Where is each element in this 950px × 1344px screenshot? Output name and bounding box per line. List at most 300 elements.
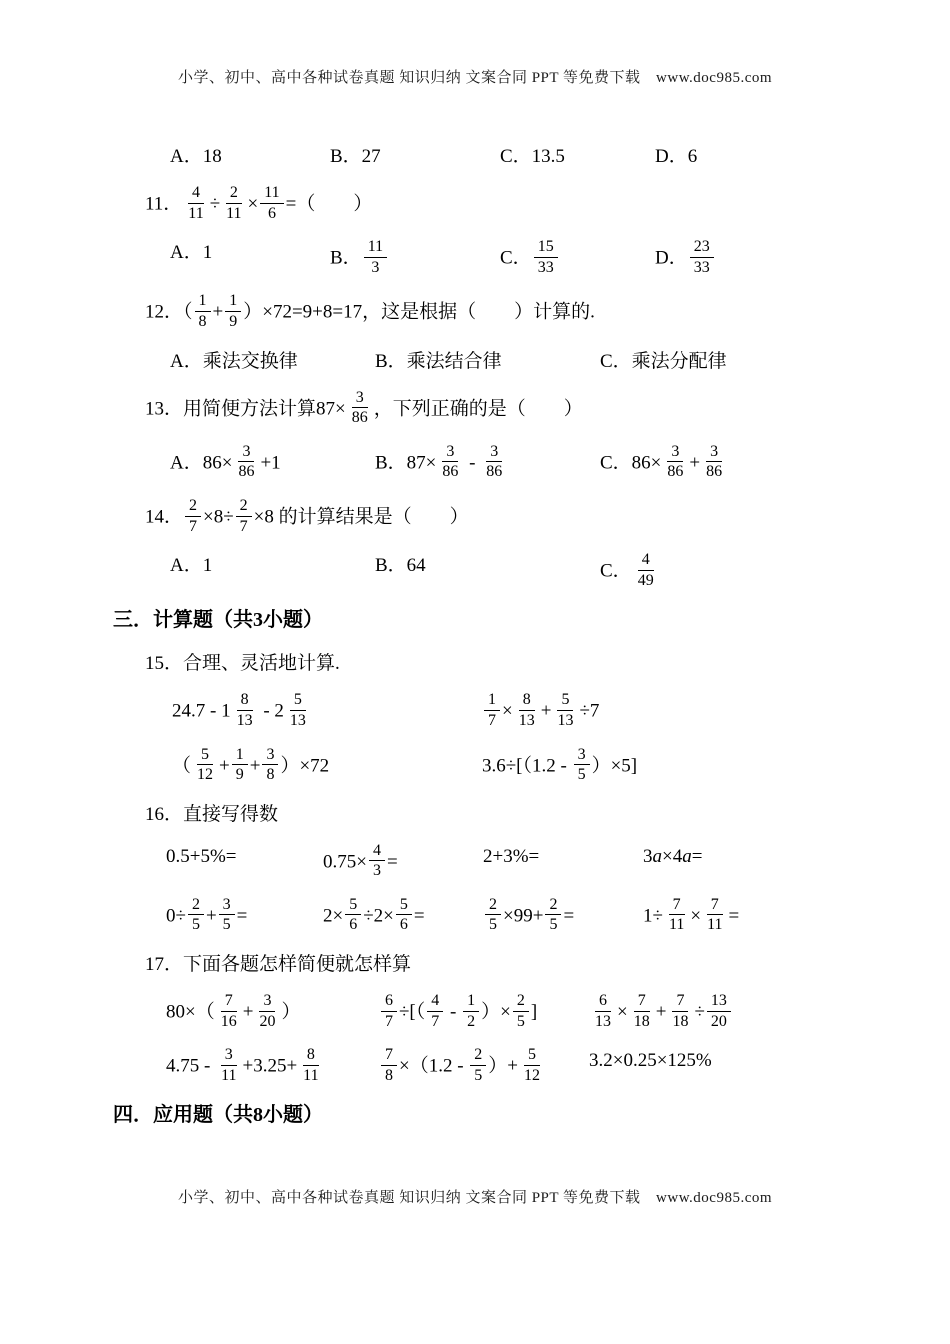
fraction — [193, 746, 217, 784]
italic-variable: a — [652, 845, 662, 867]
text: B．27 — [330, 146, 381, 167]
section-3-heading — [0, 607, 950, 633]
fraction-denominator: 12 — [524, 1066, 541, 1084]
fraction-denominator: 18 — [633, 1012, 650, 1030]
fraction-numerator: 3 — [259, 992, 275, 1012]
text: × — [690, 905, 702, 927]
fraction — [484, 691, 500, 729]
q17-stem-cell — [145, 952, 950, 978]
fraction — [286, 691, 310, 729]
q15-stem-cell — [145, 651, 950, 677]
fraction-numerator: 7 — [672, 992, 688, 1012]
fraction-denominator: 9 — [235, 766, 244, 784]
fraction-denominator: 13 — [518, 711, 535, 729]
text: - 2 — [258, 700, 284, 722]
text: 17．下面各题怎样简便就怎样算 — [145, 954, 412, 976]
fraction — [553, 691, 577, 729]
q10-options-cell — [500, 144, 655, 170]
text: ） — [281, 1001, 301, 1023]
fraction-denominator: 86 — [238, 463, 255, 481]
document-body — [0, 144, 950, 1146]
q16-row2-cell — [323, 895, 483, 936]
q14-options-cell — [600, 553, 660, 591]
text: 16．直接写得数 — [145, 803, 279, 825]
fraction — [381, 1046, 397, 1084]
fraction-denominator: 5 — [549, 916, 558, 934]
fraction-denominator: 5 — [577, 766, 586, 784]
fraction — [184, 184, 207, 222]
q12-options — [0, 349, 950, 375]
fraction-denominator: 86 — [442, 463, 459, 481]
fraction — [545, 896, 561, 934]
text: ÷7 — [579, 700, 600, 722]
fraction-denominator: 18 — [672, 1012, 689, 1030]
text: D．6 — [655, 146, 698, 167]
fraction — [188, 896, 204, 934]
fraction — [520, 1046, 544, 1084]
text: + — [205, 905, 217, 927]
q11-options-cell — [330, 240, 500, 278]
fraction-numerator: 5 — [345, 896, 361, 916]
fraction — [485, 896, 501, 934]
fraction-numerator: 3 — [667, 443, 683, 463]
fraction-numerator: 6 — [381, 992, 397, 1012]
fraction-denominator: 3 — [371, 258, 380, 276]
fraction-numerator: 7 — [707, 896, 723, 916]
text: ）×72 — [280, 754, 330, 776]
fraction-denominator: 86 — [667, 463, 684, 481]
fraction-denominator: 13 — [236, 711, 253, 729]
q16-stem-cell — [145, 802, 950, 828]
fraction-numerator: 3 — [221, 1046, 237, 1066]
fraction-numerator: 3 — [574, 746, 590, 766]
text: × — [502, 700, 513, 722]
text: 3.6÷[（1.2 - — [482, 754, 572, 776]
text: ）×5] — [591, 754, 638, 776]
fraction — [222, 184, 245, 222]
q15-row2-cell — [172, 745, 482, 786]
fraction-numerator: 4 — [369, 842, 385, 862]
text: 1÷ — [643, 905, 663, 927]
text: 4.75 - — [166, 1055, 216, 1077]
q17-row1-cell — [166, 994, 379, 1032]
fraction-denominator: 7 — [239, 517, 248, 535]
fraction-numerator: 5 — [197, 746, 213, 766]
section-3-heading-cell — [113, 607, 950, 633]
q17-row1-cell — [589, 994, 733, 1032]
text: 四．应用题（共8小题） — [113, 1104, 323, 1127]
text: 12．（ — [145, 301, 193, 323]
fraction — [225, 292, 241, 330]
text: + — [219, 754, 230, 776]
section-4-heading-cell — [113, 1102, 950, 1128]
fraction-denominator: 11 — [668, 916, 685, 934]
text: ）×72=9+8=17，这是根据（ ）计算的. — [243, 301, 595, 323]
fraction-numerator: 8 — [237, 691, 253, 711]
text: + — [689, 452, 701, 474]
fraction-numerator: 3 — [352, 389, 368, 409]
text: ÷ — [694, 1001, 705, 1023]
text: A．1 — [170, 242, 213, 264]
fraction-denominator: 86 — [351, 409, 368, 427]
q17-stem — [0, 952, 950, 978]
fraction-numerator: 5 — [290, 691, 306, 711]
text: ÷ — [209, 193, 221, 215]
fraction-denominator: 11 — [707, 916, 723, 934]
fraction-denominator: 11 — [188, 204, 204, 222]
text: = — [236, 905, 248, 927]
page-footer-text: 小学、初中、高中各种试卷真题 知识归纳 文案合同 PPT 等免费下载 www.doc985.com — [177, 1190, 773, 1206]
q16-row1 — [0, 841, 950, 882]
q12-options-cell — [375, 349, 600, 375]
q12-stem-cell — [145, 294, 950, 332]
fraction-denominator: 11 — [226, 204, 242, 222]
fraction-numerator: 5 — [396, 896, 412, 916]
italic-variable: a — [682, 845, 692, 867]
fraction-numerator: 4 — [188, 184, 204, 204]
fraction-denominator: 33 — [537, 258, 554, 276]
text: - — [445, 1001, 462, 1023]
fraction-denominator: 5 — [191, 916, 200, 934]
text: =（ ） — [285, 193, 373, 215]
fraction — [634, 551, 658, 589]
fraction — [427, 992, 443, 1030]
fraction-denominator: 5 — [474, 1066, 483, 1084]
fraction-denominator: 13 — [289, 711, 306, 729]
q11-stem — [0, 186, 950, 224]
q17-row2-cell — [589, 1048, 712, 1086]
fraction — [299, 1046, 322, 1084]
text: = — [386, 851, 398, 873]
text: 14． — [145, 506, 184, 528]
fraction-denominator: 5 — [489, 916, 497, 934]
q13-options-cell — [170, 442, 375, 483]
text: （ — [172, 754, 192, 776]
text: C．86× — [600, 452, 662, 474]
fraction — [364, 238, 387, 276]
q10-options-cell — [330, 144, 500, 170]
fraction-denominator: 3 — [372, 862, 381, 880]
q16-row2-cell — [643, 895, 740, 936]
text: = — [563, 905, 575, 927]
fraction-denominator: 13 — [595, 1012, 611, 1030]
fraction — [463, 992, 479, 1030]
text: +3.25+ — [242, 1055, 298, 1077]
fraction-denominator: 33 — [693, 258, 710, 276]
fraction-numerator: 7 — [221, 992, 237, 1012]
text: - — [464, 452, 481, 474]
text: B．乘法结合律 — [375, 350, 502, 372]
fraction-numerator: 2 — [236, 497, 252, 517]
fraction — [574, 746, 590, 784]
text: + — [242, 1001, 254, 1023]
q17-row2-cell — [379, 1048, 589, 1086]
q15-row1-cell — [172, 693, 482, 731]
text: 0.5+5%= — [166, 845, 237, 867]
text: D． — [655, 247, 688, 269]
q13-options — [0, 442, 950, 483]
fraction-numerator: 2 — [188, 896, 204, 916]
fraction-denominator: 6 — [399, 916, 408, 934]
fraction-numerator: 1 — [232, 746, 248, 766]
text: A．86× — [170, 452, 233, 474]
q17-row1-cell — [379, 994, 589, 1032]
text: 2× — [323, 905, 344, 927]
q12-options-cell — [600, 349, 727, 375]
q16-row2-cell — [483, 895, 643, 936]
fraction-numerator: 23 — [690, 238, 714, 258]
fraction-numerator: 5 — [524, 1046, 540, 1066]
text: = — [728, 905, 740, 927]
fraction-numerator: 5 — [557, 691, 573, 711]
text: 80×（ — [166, 1001, 215, 1023]
fraction-denominator: 86 — [486, 463, 503, 481]
fraction-numerator: 4 — [638, 551, 654, 571]
fraction-numerator: 8 — [519, 691, 535, 711]
fraction — [438, 443, 462, 481]
q16-stem — [0, 802, 950, 828]
fraction — [185, 497, 201, 535]
fraction — [348, 389, 372, 427]
fraction-denominator: 8 — [385, 1066, 393, 1084]
fraction — [217, 1046, 240, 1084]
q17-row2 — [0, 1048, 950, 1086]
q17-row2-cell — [166, 1048, 379, 1086]
fraction-numerator: 3 — [238, 443, 254, 463]
text: C． — [500, 247, 532, 269]
fraction-denominator: 2 — [467, 1012, 476, 1030]
q16-row1-cell — [323, 841, 483, 882]
fraction-numerator: 11 — [364, 238, 387, 258]
text: = — [413, 905, 425, 927]
fraction-numerator: 7 — [669, 896, 685, 916]
q12-options-cell — [170, 349, 375, 375]
text: A．乘法交换律 — [170, 350, 298, 372]
fraction — [345, 896, 361, 934]
text: 24.7 - 1 — [172, 700, 231, 722]
fraction-denominator: 86 — [706, 463, 723, 481]
fraction — [369, 842, 385, 880]
text: 0.75× — [323, 851, 367, 873]
q16-row2-cell — [166, 895, 323, 936]
fraction-numerator: 1 — [195, 292, 211, 312]
fraction — [236, 497, 252, 535]
text: × — [247, 193, 259, 215]
q11-stem-cell — [145, 186, 950, 224]
fraction — [515, 691, 539, 729]
fraction-denominator: 13 — [557, 711, 574, 729]
q15-row2-cell — [482, 745, 638, 786]
fraction — [702, 443, 726, 481]
q11-options-cell — [655, 240, 716, 278]
text: 三．计算题（共3小题） — [113, 609, 323, 632]
fraction — [482, 443, 506, 481]
fraction-denominator: 20 — [710, 1012, 727, 1030]
text: 2+3%= — [483, 845, 540, 867]
fraction-denominator: 49 — [637, 571, 654, 589]
text: 13．用简便方法计算87× — [145, 398, 346, 420]
fraction-denominator: 6 — [267, 204, 276, 222]
text: ×8 的计算结果是（ ） — [253, 506, 469, 528]
q13-options-cell — [375, 442, 600, 483]
text: ×99+ — [503, 905, 544, 927]
fraction-denominator: 8 — [266, 766, 275, 784]
fraction-denominator: 16 — [220, 1012, 237, 1030]
fraction-denominator: 12 — [197, 766, 214, 784]
fraction-denominator: 5 — [516, 1012, 525, 1030]
fraction-numerator: 3 — [486, 443, 502, 463]
fraction-numerator: 3 — [219, 896, 235, 916]
q10-options-cell — [170, 144, 330, 170]
text: ，下列正确的是（ ） — [373, 398, 583, 420]
fraction — [703, 896, 726, 934]
fraction-numerator: 8 — [303, 1046, 319, 1066]
q15-stem — [0, 651, 950, 677]
q16-row2 — [0, 895, 950, 936]
section-4-heading — [0, 1102, 950, 1128]
q14-options — [0, 553, 950, 591]
fraction-numerator: 2 — [485, 896, 501, 916]
q17-row1 — [0, 994, 950, 1032]
fraction-numerator: 1 — [225, 292, 241, 312]
q14-options-cell — [170, 553, 375, 591]
text: C．13.5 — [500, 146, 565, 167]
fraction-numerator: 2 — [470, 1046, 486, 1066]
fraction-numerator: 2 — [185, 497, 201, 517]
fraction — [217, 992, 241, 1030]
q10-options-cell — [655, 144, 697, 170]
fraction-denominator: 7 — [488, 711, 496, 729]
fraction — [233, 691, 257, 729]
fraction-numerator: 6 — [595, 992, 611, 1012]
fraction — [663, 443, 687, 481]
q11-options-cell — [170, 240, 330, 278]
fraction — [381, 992, 397, 1030]
text: ×（1.2 - — [399, 1055, 469, 1077]
text: × — [617, 1001, 628, 1023]
fraction — [513, 992, 529, 1030]
fraction-denominator: 11 — [303, 1066, 319, 1084]
q14-stem-cell — [145, 496, 950, 537]
q15-row1-cell — [482, 693, 599, 731]
q13-stem — [0, 388, 950, 429]
text: C．乘法分配律 — [600, 350, 727, 372]
fraction — [534, 238, 558, 276]
q16-row1-cell — [483, 844, 643, 882]
fraction — [234, 443, 258, 481]
fraction-denominator: 20 — [259, 1012, 276, 1030]
text: 3.2×0.25×125% — [589, 1050, 712, 1072]
text: ）+ — [488, 1055, 519, 1077]
q11-options — [0, 240, 950, 278]
text: A．18 — [170, 146, 222, 167]
fraction — [668, 992, 692, 1030]
fraction — [707, 992, 731, 1030]
text: ×4 — [662, 845, 683, 867]
fraction-numerator: 2 — [226, 184, 242, 204]
text: C． — [600, 560, 632, 582]
fraction-denominator: 8 — [198, 312, 207, 330]
text: ÷2× — [363, 905, 394, 927]
fraction-numerator: 1 — [463, 992, 479, 1012]
q11-options-cell — [500, 240, 655, 278]
text: = — [691, 845, 703, 867]
q16-row1-cell — [643, 844, 702, 882]
q15-row1 — [0, 693, 950, 731]
text: + — [655, 1001, 667, 1023]
text: A．1 — [170, 555, 213, 577]
text: 11． — [145, 193, 183, 215]
q14-options-cell — [375, 553, 600, 591]
fraction-denominator: 5 — [222, 916, 231, 934]
fraction — [219, 896, 235, 934]
fraction-denominator: 7 — [385, 1012, 393, 1030]
fraction-denominator: 9 — [229, 312, 238, 330]
q13-stem-cell — [145, 388, 950, 429]
fraction-numerator: 2 — [513, 992, 529, 1012]
q15-row2 — [0, 745, 950, 786]
fraction-numerator: 3 — [442, 443, 458, 463]
text: + — [249, 754, 261, 776]
text: ）× — [481, 1001, 511, 1023]
text: ÷[（ — [399, 1001, 426, 1023]
q13-options-cell — [600, 442, 728, 483]
text: + — [540, 700, 552, 722]
text: ] — [530, 1001, 538, 1023]
fraction-numerator: 11 — [260, 184, 283, 204]
q16-row1-cell — [166, 844, 323, 882]
fraction — [396, 896, 412, 934]
text: B．64 — [375, 555, 426, 577]
text: 15．合理、灵活地计算. — [145, 653, 340, 675]
fraction — [232, 746, 248, 784]
text: ×8÷ — [203, 506, 234, 528]
fraction-numerator: 3 — [262, 746, 278, 766]
fraction-numerator: 7 — [381, 1046, 397, 1066]
fraction-numerator: 13 — [707, 992, 731, 1012]
q12-stem — [0, 294, 950, 332]
fraction — [195, 292, 211, 330]
fraction — [260, 184, 283, 222]
fraction — [665, 896, 688, 934]
fraction-numerator: 7 — [634, 992, 650, 1012]
fraction-numerator: 15 — [534, 238, 558, 258]
text: B．87× — [375, 452, 437, 474]
fraction — [690, 238, 714, 276]
q14-stem — [0, 496, 950, 537]
fraction-numerator: 3 — [706, 443, 722, 463]
fraction-denominator: 7 — [431, 1012, 440, 1030]
page-header-text: 小学、初中、高中各种试卷真题 知识归纳 文案合同 PPT 等免费下载 www.doc985.com — [177, 70, 773, 86]
fraction — [630, 992, 654, 1030]
q10-options — [0, 144, 950, 170]
fraction-numerator: 4 — [427, 992, 443, 1012]
fraction — [262, 746, 278, 784]
fraction — [255, 992, 279, 1030]
text: + — [212, 301, 224, 323]
fraction-denominator: 6 — [349, 916, 358, 934]
fraction-numerator: 2 — [545, 896, 561, 916]
text: +1 — [260, 452, 281, 474]
fraction-denominator: 7 — [189, 517, 198, 535]
text: 0÷ — [166, 905, 186, 927]
fraction — [591, 992, 615, 1030]
text: 3 — [643, 845, 653, 867]
fraction — [470, 1046, 486, 1084]
text: B． — [330, 247, 362, 269]
fraction-numerator: 1 — [484, 691, 500, 711]
fraction-denominator: 11 — [221, 1066, 237, 1084]
